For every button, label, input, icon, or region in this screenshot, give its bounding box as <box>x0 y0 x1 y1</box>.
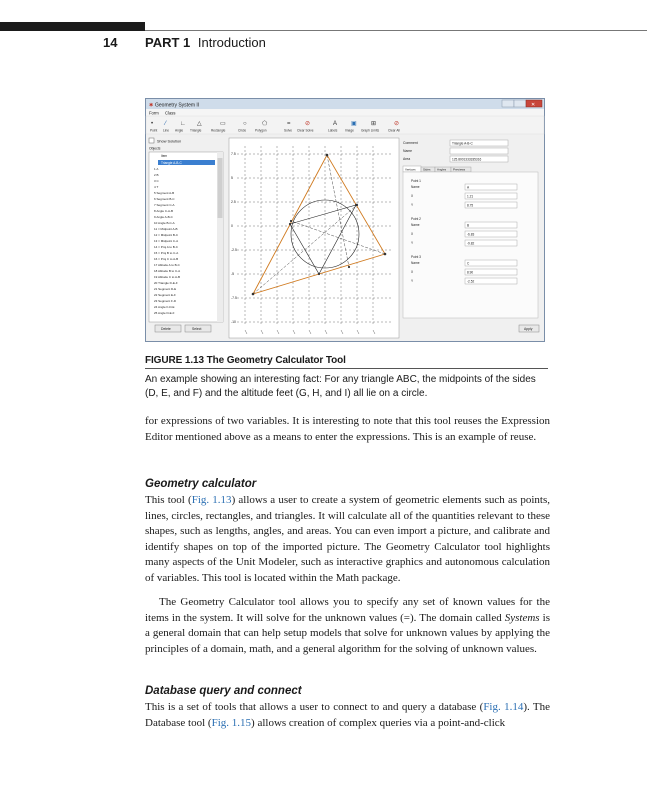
object-list-item[interactable]: 13 = Midpoint C-A <box>154 239 179 243</box>
object-list-item[interactable]: 22 Segment E-F <box>154 293 176 297</box>
object-list-item[interactable]: 1 A <box>154 167 159 171</box>
p2-text-a: This tool ( <box>145 494 192 506</box>
toolbar-label[interactable]: Circle <box>238 128 247 133</box>
field-label-y: Y <box>411 241 414 245</box>
toolbar-label[interactable]: Point <box>150 128 158 133</box>
field-label-y: Y <box>411 279 414 283</box>
point-c[interactable] <box>384 253 387 256</box>
fig-1-14-link[interactable]: Fig. 1.14 <box>483 701 524 713</box>
object-list-item[interactable]: 3 C <box>154 179 159 183</box>
angle-tool-icon[interactable]: ∟ <box>180 121 186 127</box>
line-tool-icon[interactable]: ⁄ <box>165 121 167 127</box>
p4-text-b: ). The Database tool ( <box>145 701 550 729</box>
p3-emphasis: Systems <box>504 611 540 624</box>
name-label: Name <box>403 149 413 153</box>
tab-label: Angles <box>437 167 447 172</box>
objects-label: Objects <box>149 146 161 151</box>
field-label-x: X <box>411 270 414 274</box>
apply-button-label: Apply <box>524 327 533 331</box>
fig-1-15-link[interactable]: Fig. 1.15 <box>211 716 252 729</box>
toolbar-label[interactable]: Rectangle <box>211 128 226 133</box>
graph-limits-icon[interactable]: ⊞ <box>371 121 377 127</box>
show-solution-checkbox[interactable] <box>149 138 154 143</box>
section-heading-geometry: Geometry calculator <box>145 478 257 490</box>
app-icon: ✱ <box>149 102 154 109</box>
delete-button-label: Delete <box>161 327 171 331</box>
toolbar-label[interactable]: Polygon <box>255 128 267 133</box>
point-e[interactable] <box>318 273 320 275</box>
show-solution-label: Show Solution <box>157 139 182 144</box>
object-list-item[interactable]: 25 Angle D-E-F <box>154 311 175 315</box>
point-x-value: 1.21 <box>467 194 474 199</box>
toolbar-label[interactable]: Triangle <box>190 128 202 133</box>
field-label-x: X <box>411 232 414 236</box>
part-title: Introduction <box>197 35 266 50</box>
point-name-value: C <box>467 261 470 266</box>
object-list-item[interactable]: 7 Segment C-A <box>154 203 175 207</box>
area-value: 125.8001333335316 <box>452 157 482 162</box>
object-list-item[interactable]: 19 Altitude C to A-B <box>154 275 181 279</box>
comment-label: Comment <box>403 141 418 145</box>
p4-text-a: This is a set of tools that allows a user to connect to and query a database ( <box>145 701 484 713</box>
circle-tool-icon[interactable]: ○ <box>243 121 247 127</box>
point-name-input[interactable] <box>465 222 517 228</box>
toolbar-label[interactable]: Image <box>345 128 354 133</box>
object-list-item[interactable]: 18 Altitude B to C-A <box>154 269 181 273</box>
page-number: 14 <box>103 35 118 50</box>
object-list-item[interactable]: 10 Angle B-C-A <box>154 221 175 225</box>
y-tick: 0 <box>231 224 233 228</box>
y-tick: 7.5 <box>231 152 236 156</box>
paragraph-1: for expressions of two variables. It is interesting to note that this tool reuses the Expression Editor mentioned above as a means to enter the expressions. This is an example of reuse. <box>145 415 550 443</box>
y-tick: -7.5 <box>231 296 237 300</box>
object-list-item[interactable]: 21 Segment D-E <box>154 287 177 291</box>
object-list-item[interactable]: 6 Segment B-C <box>154 197 175 201</box>
figure-caption-text: An example showing an interesting fact: For any triangle ABC, the midpoints of the sides (D, E, and F) and the altitude feet (G, H, and I) all lie on a circle. <box>145 374 536 399</box>
y-tick: 5 <box>231 176 233 180</box>
menu-bar <box>146 109 544 116</box>
field-label-x: X <box>411 194 414 198</box>
clear-all-icon[interactable]: ⊘ <box>394 121 400 127</box>
object-list-item[interactable]: 17 Altitude A to B-C <box>154 263 180 267</box>
graph-canvas[interactable] <box>229 138 399 338</box>
toolbar-label[interactable]: Clear Solve <box>297 128 314 133</box>
comment-value: Triangle A-B-C <box>452 141 473 146</box>
paragraph-4 <box>145 700 550 731</box>
selected-object-label: Triangle A-B-C <box>161 161 182 165</box>
point-name-input[interactable] <box>465 260 517 266</box>
object-list-item[interactable]: 20 Triangle D-E-F <box>154 281 178 285</box>
toolbar-label[interactable]: Angle <box>175 128 184 133</box>
point-g[interactable] <box>348 266 350 268</box>
object-list-item[interactable]: 16 = Proj C to A-B <box>154 257 179 261</box>
point-h[interactable] <box>356 204 358 206</box>
menu-class[interactable]: Class <box>165 110 176 116</box>
object-list-item[interactable]: 11 = Midpoint A-B <box>154 227 178 231</box>
point-y-value: -2.52 <box>467 279 475 284</box>
point-a[interactable] <box>326 154 329 157</box>
point-i[interactable] <box>290 220 292 222</box>
header-rule <box>145 30 647 31</box>
field-label-name: Name <box>411 185 420 189</box>
tab-label: Previews <box>453 167 466 172</box>
name-field[interactable] <box>450 148 508 154</box>
object-list-item[interactable]: 4 T <box>154 185 159 189</box>
close-icon: ✕ <box>531 101 536 108</box>
header-bar <box>0 22 145 31</box>
triangle-tool-icon[interactable]: △ <box>197 121 202 127</box>
toolbar-label[interactable]: Clear All <box>388 128 400 133</box>
rectangle-tool-icon[interactable]: ▭ <box>220 121 226 127</box>
point-y-value: 8.75 <box>467 203 474 208</box>
title-bar <box>146 99 544 109</box>
p2-text-b: ) allows a user to create a system of geometric elements such as points, lines, circles, rectangles, and triangles. It will calculate all of the quantities relevant to these shapes, such as lengths, angles, and areas. You can even import a picture, and calibrate and identify shapes on top of the imported picture. The Geometry Calculator tool highlights many aspects of the Unit Modeler, such as interactive graphics and autonomous calculation of variables. This tool is located within the Math package. <box>145 494 550 584</box>
tab-label: Sides <box>423 167 431 172</box>
caption-rule <box>145 368 548 369</box>
toolbar-label[interactable]: Solve <box>284 128 292 133</box>
scrollbar-thumb[interactable] <box>218 158 223 218</box>
point-x-value: -6.83 <box>467 232 475 237</box>
y-tick: -10 <box>231 320 236 324</box>
y-tick: -2.5 <box>231 248 237 252</box>
fig-1-13-link[interactable]: Fig. 1.13 <box>191 494 232 506</box>
object-list-item[interactable]: 8 Angle C-A-B <box>154 209 174 213</box>
figure-caption-title: FIGURE 1.13 The Geometry Calculator Tool <box>145 355 346 366</box>
object-list-item[interactable]: 2 B <box>154 173 159 177</box>
maximize-button[interactable] <box>514 100 526 107</box>
menu-form[interactable]: Form <box>149 110 159 116</box>
point-heading: Point 2 <box>411 217 421 221</box>
p3-text-b: is a general domain that can help setup models that solve for unknown values by applying the principles of a domain, math, and a general algorithm for the solving of unknown values. <box>145 611 550 655</box>
point-name-value: A <box>467 185 470 190</box>
window-title: Geometry System II <box>155 102 200 109</box>
window-controls <box>502 100 542 108</box>
point-x-value: 8.90 <box>467 270 474 275</box>
point-tool-icon[interactable]: • <box>151 121 154 127</box>
p3-text-a: The Geometry Calculator tool allows you to specify any set of known values for the items in the system. It will solve for the unknown values (=). The domain called <box>145 596 550 624</box>
y-tick: 2.5 <box>231 200 236 204</box>
figure-screenshot <box>145 98 545 342</box>
part-label: PART 1 <box>145 35 191 50</box>
image-tool-icon[interactable]: ▣ <box>351 121 357 127</box>
object-list-item[interactable]: 23 Segment F-D <box>154 299 177 303</box>
point-heading: Point 1 <box>411 179 421 183</box>
objects-header: Item <box>161 154 168 158</box>
tab-label: Vertices <box>405 167 416 172</box>
object-list-item[interactable]: 5 Segment A-B <box>154 191 175 195</box>
object-list-item[interactable]: 15 = Proj B to C-A <box>154 251 179 255</box>
point-y-value: -9.82 <box>467 241 475 246</box>
running-header <box>145 35 266 50</box>
point-b[interactable] <box>252 293 255 296</box>
minimize-button[interactable] <box>502 100 514 107</box>
object-list-item[interactable]: 14 = Proj A to B-C <box>154 245 178 249</box>
field-label-name: Name <box>411 223 420 227</box>
y-tick: -5 <box>231 272 235 276</box>
object-list-item[interactable]: 9 Angle A-B-C <box>154 215 173 219</box>
toolbar-label[interactable]: Line <box>163 128 170 133</box>
point-name-input[interactable] <box>465 184 517 190</box>
object-list-item[interactable]: 12 = Midpoint B-C <box>154 233 179 237</box>
paragraph-2 <box>145 493 550 587</box>
field-label-name: Name <box>411 261 420 265</box>
solve-tool-icon[interactable]: = <box>287 121 291 127</box>
object-list-item[interactable]: 24 Angle F-D-E <box>154 305 175 309</box>
point-heading: Point 3 <box>411 255 421 259</box>
labels-tool-icon[interactable]: A <box>333 121 338 127</box>
toolbar-label[interactable]: Labels <box>328 128 338 133</box>
polygon-tool-icon[interactable]: ⬠ <box>262 121 268 127</box>
field-label-y: Y <box>411 203 414 207</box>
point-d[interactable] <box>289 223 291 225</box>
toolbar-label[interactable]: Graph Limits <box>361 128 380 133</box>
section-heading-database: Database query and connect <box>145 685 302 697</box>
area-label: Area <box>403 157 411 161</box>
p4-text-c: ) allows creation of complex queries via a point-and-click <box>251 716 506 729</box>
select-button-label: Select <box>192 327 202 331</box>
paragraph-3 <box>145 595 550 657</box>
point-name-value: B <box>467 223 470 228</box>
clear-solve-icon[interactable]: ⊘ <box>305 121 311 127</box>
